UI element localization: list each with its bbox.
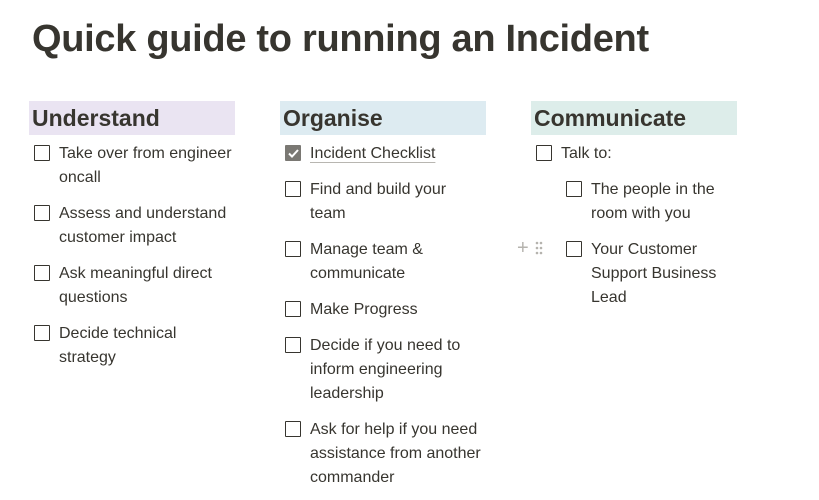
todo-list-understand: [29, 140, 235, 372]
checkbox[interactable]: [34, 205, 50, 221]
todo-label[interactable]: Assess and understand customer impact: [59, 205, 227, 246]
todo-label[interactable]: Find and build your team: [310, 181, 447, 222]
checkbox[interactable]: [536, 145, 552, 161]
todo-item: [280, 176, 486, 228]
page-title: Quick guide to running an Incident: [32, 18, 649, 60]
drag-handle-icon[interactable]: [535, 241, 543, 255]
todo-label[interactable]: Talk to:: [561, 145, 612, 162]
todo-item: [280, 140, 486, 168]
todo-list-communicate: [517, 140, 737, 312]
checkmark-icon: [288, 149, 299, 158]
todo-item: [280, 296, 486, 324]
block-handle: [517, 237, 543, 259]
todo-label[interactable]: Ask meaningful direct questions: [59, 265, 212, 306]
checkbox-checked[interactable]: [285, 145, 301, 161]
todo-item-nested: [517, 236, 737, 312]
todo-item-nested: [561, 176, 737, 228]
checkbox[interactable]: [285, 181, 301, 197]
checkbox[interactable]: [566, 181, 582, 197]
todo-item: [29, 320, 235, 372]
todo-item: [280, 236, 486, 288]
todo-label[interactable]: Ask for help if you need assistance from another commander: [310, 421, 481, 486]
checkbox[interactable]: [285, 337, 301, 353]
checkbox[interactable]: [285, 301, 301, 317]
checkbox[interactable]: [285, 241, 301, 257]
todo-item: [29, 140, 235, 192]
todo-label[interactable]: Make Progress: [310, 301, 418, 318]
todo-label[interactable]: Decide if you need to inform engineering leadership: [310, 337, 461, 402]
todo-item: [280, 416, 486, 492]
heading-organise: Organise: [280, 101, 486, 135]
column-understand: [29, 101, 235, 380]
todo-item: [29, 200, 235, 252]
todo-label[interactable]: Decide technical strategy: [59, 325, 177, 366]
checkbox[interactable]: [34, 145, 50, 161]
todo-item: [29, 260, 235, 312]
checkbox[interactable]: [34, 265, 50, 281]
todo-label[interactable]: Manage team & communicate: [310, 241, 423, 282]
checkbox[interactable]: [566, 241, 582, 257]
todo-label[interactable]: Your Customer Support Business Lead: [591, 241, 717, 306]
column-organise: [280, 101, 486, 500]
todo-item: [280, 332, 486, 408]
heading-communicate: Communicate: [531, 101, 737, 135]
checkbox[interactable]: [34, 325, 50, 341]
incident-checklist-link[interactable]: Incident Checklist: [310, 145, 436, 162]
todo-item: [531, 140, 737, 168]
heading-understand: Understand: [29, 101, 235, 135]
todo-list-organise: [280, 140, 486, 492]
todo-label[interactable]: The people in the room with you: [591, 181, 715, 222]
checkbox[interactable]: [285, 421, 301, 437]
plus-icon[interactable]: +: [517, 237, 529, 259]
column-communicate: [517, 101, 737, 320]
todo-label[interactable]: Take over from engineer oncall: [59, 145, 232, 186]
